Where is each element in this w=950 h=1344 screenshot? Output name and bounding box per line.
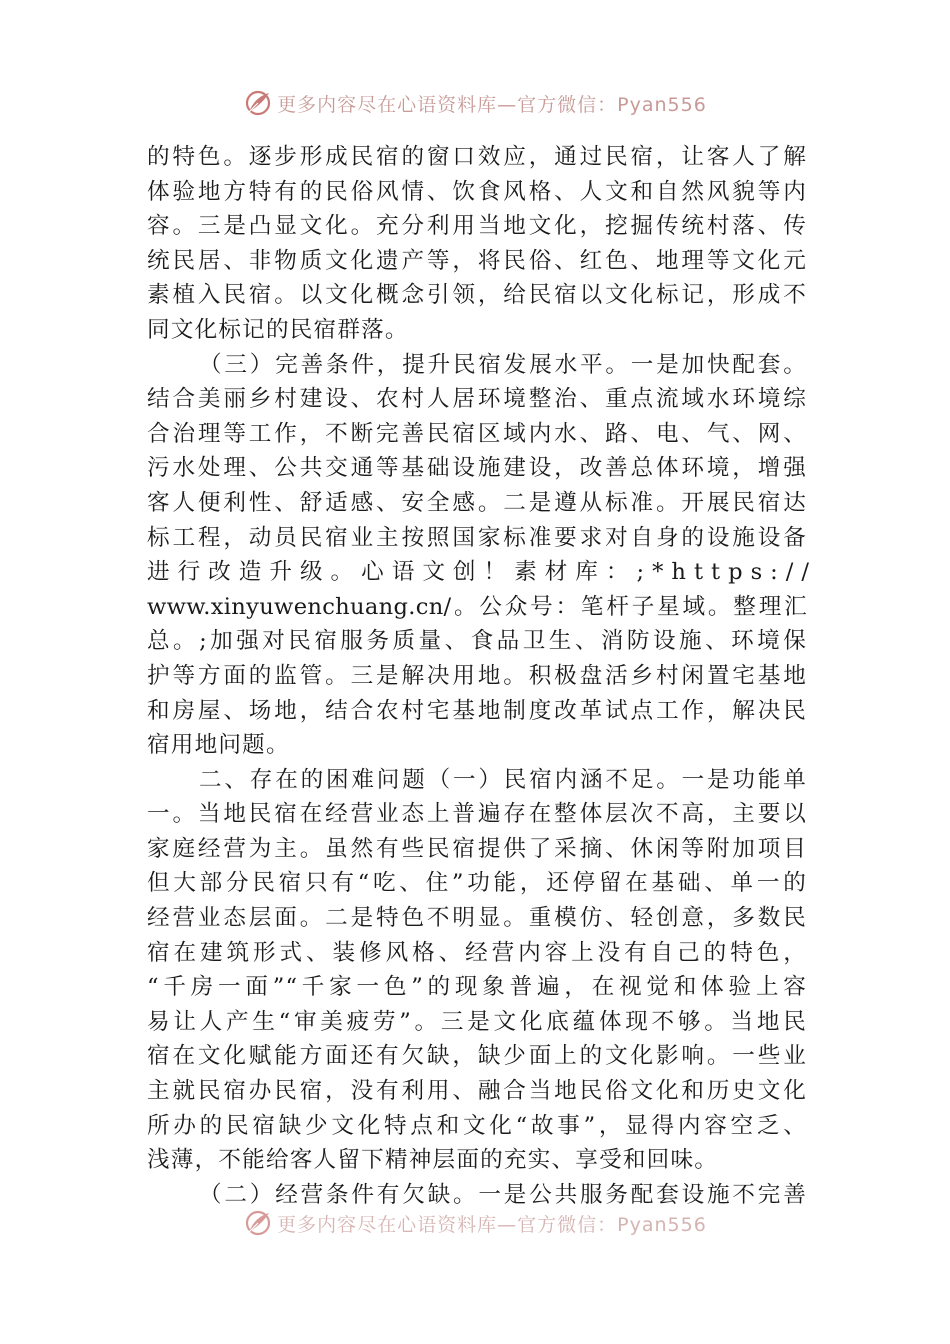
footer-watermark — [0, 1203, 950, 1243]
text-line: 宿用地问题。 — [147, 732, 290, 759]
text-line: “千房一面”“千家一色”的现象普遍，在视觉和体验上容 — [147, 974, 807, 1001]
header-watermark — [0, 83, 950, 123]
text-line: 易让人产生“审美疲劳”。三是文化底蕴体现不够。当地民 — [147, 1008, 807, 1035]
text-line: 进行改造升级。心语文创！素材库：;*https:// — [147, 559, 818, 586]
watermark-text: 更多内容尽在心语资料库—官方微信：Pyan556 — [277, 1213, 707, 1236]
paragraph-heading-line: （二）经营条件有欠缺。一是公共服务配套设施不完善 — [199, 1181, 807, 1208]
text-line: 家庭经营为主。虽然有些民宿提供了采摘、休闲等附加项目 — [147, 835, 807, 862]
text-line: 结合美丽乡村建设、农村人居环境整治、重点流域水环境综 — [147, 386, 807, 413]
text-line: 体验地方特有的民俗风情、饮食风格、人文和自然风貌等内 — [147, 178, 807, 205]
text-line: 的特色。逐步形成民宿的窗口效应，通过民宿，让客人了解 — [147, 144, 807, 170]
text-line: 总。;加强对民宿服务质量、食品卫生、消防设施、环境保 — [147, 628, 807, 655]
text-line: www.xinyuwenchuang.cn/。公众号：笔杆子星域。整理汇 — [147, 593, 807, 620]
text-line: 同文化标记的民宿群落。 — [147, 316, 409, 343]
text-line: 宿在文化赋能方面还有欠缺，缺少面上的文化影响。一些业 — [147, 1043, 807, 1070]
text-line: 容。三是凸显文化。充分利用当地文化，挖掘传统村落、传 — [147, 213, 807, 240]
text-line: 经营业态层面。二是特色不明显。重模仿、轻创意，多数民 — [147, 905, 807, 932]
document-body — [147, 140, 818, 1212]
feather-pen-logo-icon — [243, 88, 273, 118]
section-heading-line: 二、存在的困难问题（一）民宿内涵不足。一是功能单 — [199, 766, 807, 793]
text-line: 素植入民宿。以文化概念引领，给民宿以文化标记，形成不 — [147, 282, 807, 309]
text-line: 浅薄，不能给客人留下精神层面的充实、享受和回味。 — [147, 1147, 719, 1174]
text-line: 和房屋、场地，结合农村宅基地制度改革试点工作，解决民 — [147, 697, 807, 724]
text-line: 主就民宿办民宿，没有利用、融合当地民俗文化和历史文化 — [147, 1078, 807, 1105]
text-line: 合治理等工作，不断完善民宿区域内水、路、电、气、网、 — [147, 420, 807, 447]
text-line: 护等方面的监管。三是解决用地。积极盘活乡村闲置宅基地 — [147, 662, 807, 689]
text-line: 标工程，动员民宿业主按照国家标准要求对自身的设施设备 — [147, 524, 807, 551]
text-line: 一。当地民宿在经营业态上普遍存在整体层次不高，主要以 — [147, 801, 807, 828]
paragraph-heading-line: （三）完善条件，提升民宿发展水平。一是加快配套。 — [199, 351, 807, 378]
feather-pen-logo-icon — [243, 1208, 273, 1238]
text-line: 污水处理、公共交通等基础设施建设，改善总体环境，增强 — [147, 455, 807, 482]
text-line: 但大部分民宿只有“吃、住”功能，还停留在基础、单一的 — [147, 870, 807, 897]
text-line: 宿在建筑形式、装修风格、经营内容上没有自己的特色， — [147, 939, 807, 966]
watermark-text: 更多内容尽在心语资料库—官方微信：Pyan556 — [277, 93, 707, 116]
text-line: 所办的民宿缺少文化特点和文化“故事”，显得内容空乏、 — [147, 1112, 807, 1139]
text-line: 客人便利性、舒适感、安全感。二是遵从标准。开展民宿达 — [147, 489, 807, 516]
text-line: 统民居、非物质文化遗产等，将民俗、红色、地理等文化元 — [147, 247, 807, 274]
